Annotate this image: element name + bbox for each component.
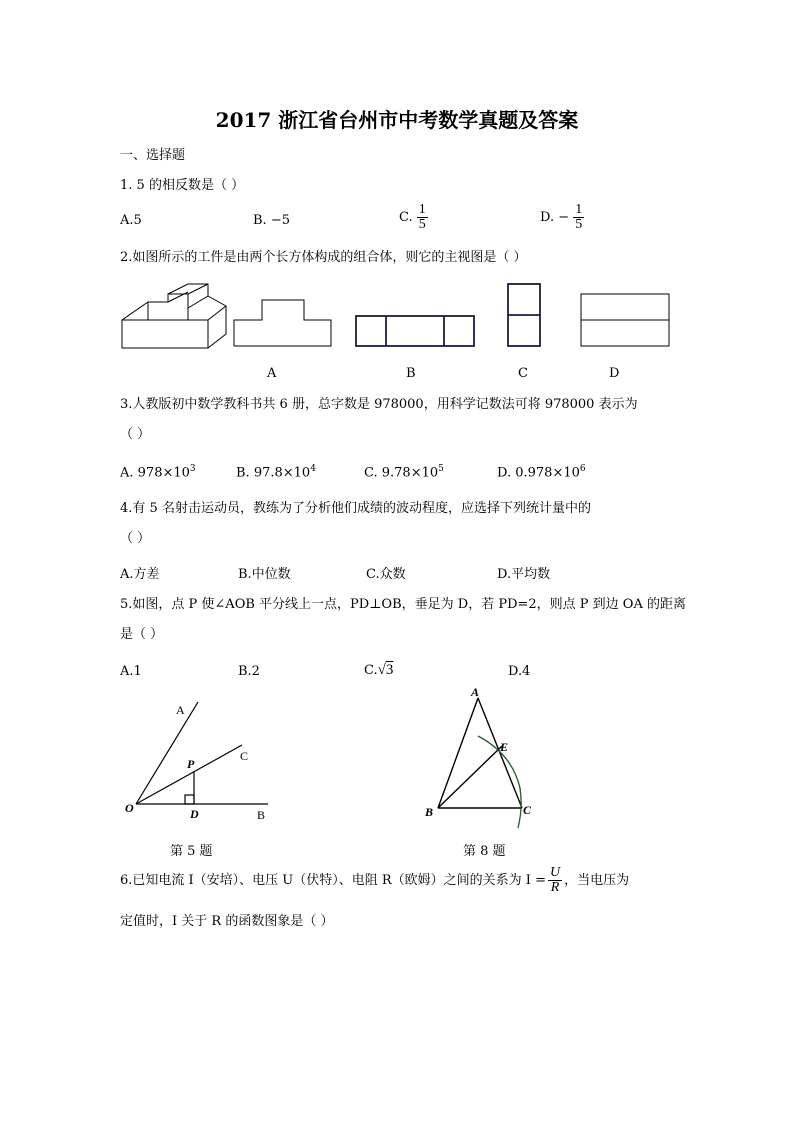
exponent: 3	[189, 464, 196, 474]
question-3-option-d	[497, 464, 586, 480]
figure-8-caption: 第 8 题	[463, 844, 506, 859]
question-6-pre: 6.已知电流 I（安培）、电压 U（伏特）、电阻 R（欧姆）之间的关系为 I =	[120, 872, 546, 888]
figure-label-d: D	[609, 366, 620, 381]
question-4-paren: （ ）	[120, 531, 151, 546]
question-6-line2: 定值时，I 关于 R 的函数图象是（ ）	[120, 914, 334, 929]
figure-label-b: B	[406, 366, 416, 381]
question-5-stem: 5.如图，点 P 使∠AOB 平分线上一点，PD⊥OB，垂足为 D，若 PD=2，则点 P 到边 OA 的距离	[120, 597, 686, 612]
figure-8-triangle-diagram	[420, 684, 550, 832]
question-5-stem-line2: 是（ ）	[120, 627, 164, 642]
fraction	[573, 203, 584, 232]
figure-label-c: C	[518, 366, 528, 381]
fraction	[548, 866, 562, 895]
question-4-option-c: C.众数	[366, 567, 406, 582]
question-6-post: ，当电压为	[564, 872, 630, 888]
fig8-label-b: B	[425, 805, 434, 819]
option-text: C. 9.78×10	[364, 465, 439, 481]
question-6-line1	[120, 866, 629, 895]
question-3-option-a	[120, 464, 196, 480]
fig5-label-b: B	[257, 808, 266, 822]
fraction-numerator: 1	[418, 202, 426, 217]
fig8-label-a: A	[471, 685, 480, 699]
option-a-view	[234, 300, 331, 346]
sqrt-radicand: 3	[385, 662, 394, 678]
fig8-label-c: C	[523, 803, 532, 817]
option-d-prefix: D. −	[540, 210, 570, 225]
figure-label-a: A	[267, 366, 277, 381]
fraction-denominator: R	[550, 880, 560, 895]
question-3-option-b	[236, 464, 316, 480]
option-d-view	[581, 294, 669, 346]
question-1-option-b: B. −5	[253, 213, 290, 228]
section-heading: 一、选择题	[120, 148, 186, 163]
question-4-option-d: D.平均数	[497, 567, 551, 582]
option-text: B. 97.8×10	[236, 465, 311, 481]
fig5-label-d: D	[190, 807, 199, 821]
question-5-option-b: B.2	[238, 664, 260, 679]
fig5-label-c: C	[240, 749, 249, 763]
option-c-view	[508, 284, 540, 346]
option-c-prefix: C.	[364, 663, 378, 678]
question-1-stem: 1. 5 的相反数是（ ）	[120, 178, 245, 193]
option-text: D. 0.978×10	[497, 465, 580, 481]
question-5-option-c	[364, 662, 393, 679]
question-3-option-c	[364, 464, 444, 480]
question-4-stem: 4.有 5 名射击运动员，教练为了分析他们成绩的波动程度，应选择下列统计量中的	[120, 501, 591, 516]
question-4-option-b: B.中位数	[238, 567, 291, 582]
question-3-paren: （ ）	[120, 427, 151, 442]
solid-figure	[122, 284, 226, 348]
fraction-denominator: 5	[418, 217, 426, 232]
question-5-option-d: D.4	[508, 664, 531, 679]
question-2-stem: 2.如图所示的工件是由两个长方体构成的组合体，则它的主视图是（ ）	[120, 250, 527, 265]
page-title: 2017 浙江省台州市中考数学真题及答案	[215, 108, 579, 132]
question-4-option-a: A.方差	[120, 567, 160, 582]
option-c-prefix: C.	[399, 210, 413, 225]
question-1-option-a: A.5	[120, 213, 142, 228]
fraction	[417, 203, 428, 232]
question-1-option-d	[540, 203, 584, 232]
question-2-figures	[118, 282, 678, 354]
fraction-numerator: U	[549, 865, 561, 880]
option-text: A. 978×10	[120, 465, 190, 481]
option-b-view	[356, 316, 474, 346]
fig8-label-e: E	[500, 740, 509, 754]
fig5-label-p: P	[187, 757, 195, 771]
exponent: 6	[579, 464, 586, 474]
question-5-option-a: A.1	[120, 664, 142, 679]
sqrt-symbol: √	[377, 662, 386, 678]
fig5-label-o: O	[125, 801, 134, 815]
exponent: 4	[310, 464, 316, 474]
question-3-stem: 3.人教版初中数学教科书共 6 册，总字数是 978000，用科学记数法可将 978000 表示为	[120, 397, 638, 412]
fraction-numerator: 1	[575, 202, 583, 217]
fraction-denominator: 5	[575, 217, 583, 232]
figure-5-angle-diagram	[122, 698, 282, 828]
question-1-option-c	[399, 203, 428, 232]
exponent: 5	[438, 464, 444, 474]
fig5-label-a: A	[176, 703, 185, 717]
figure-5-caption: 第 5 题	[170, 844, 213, 859]
